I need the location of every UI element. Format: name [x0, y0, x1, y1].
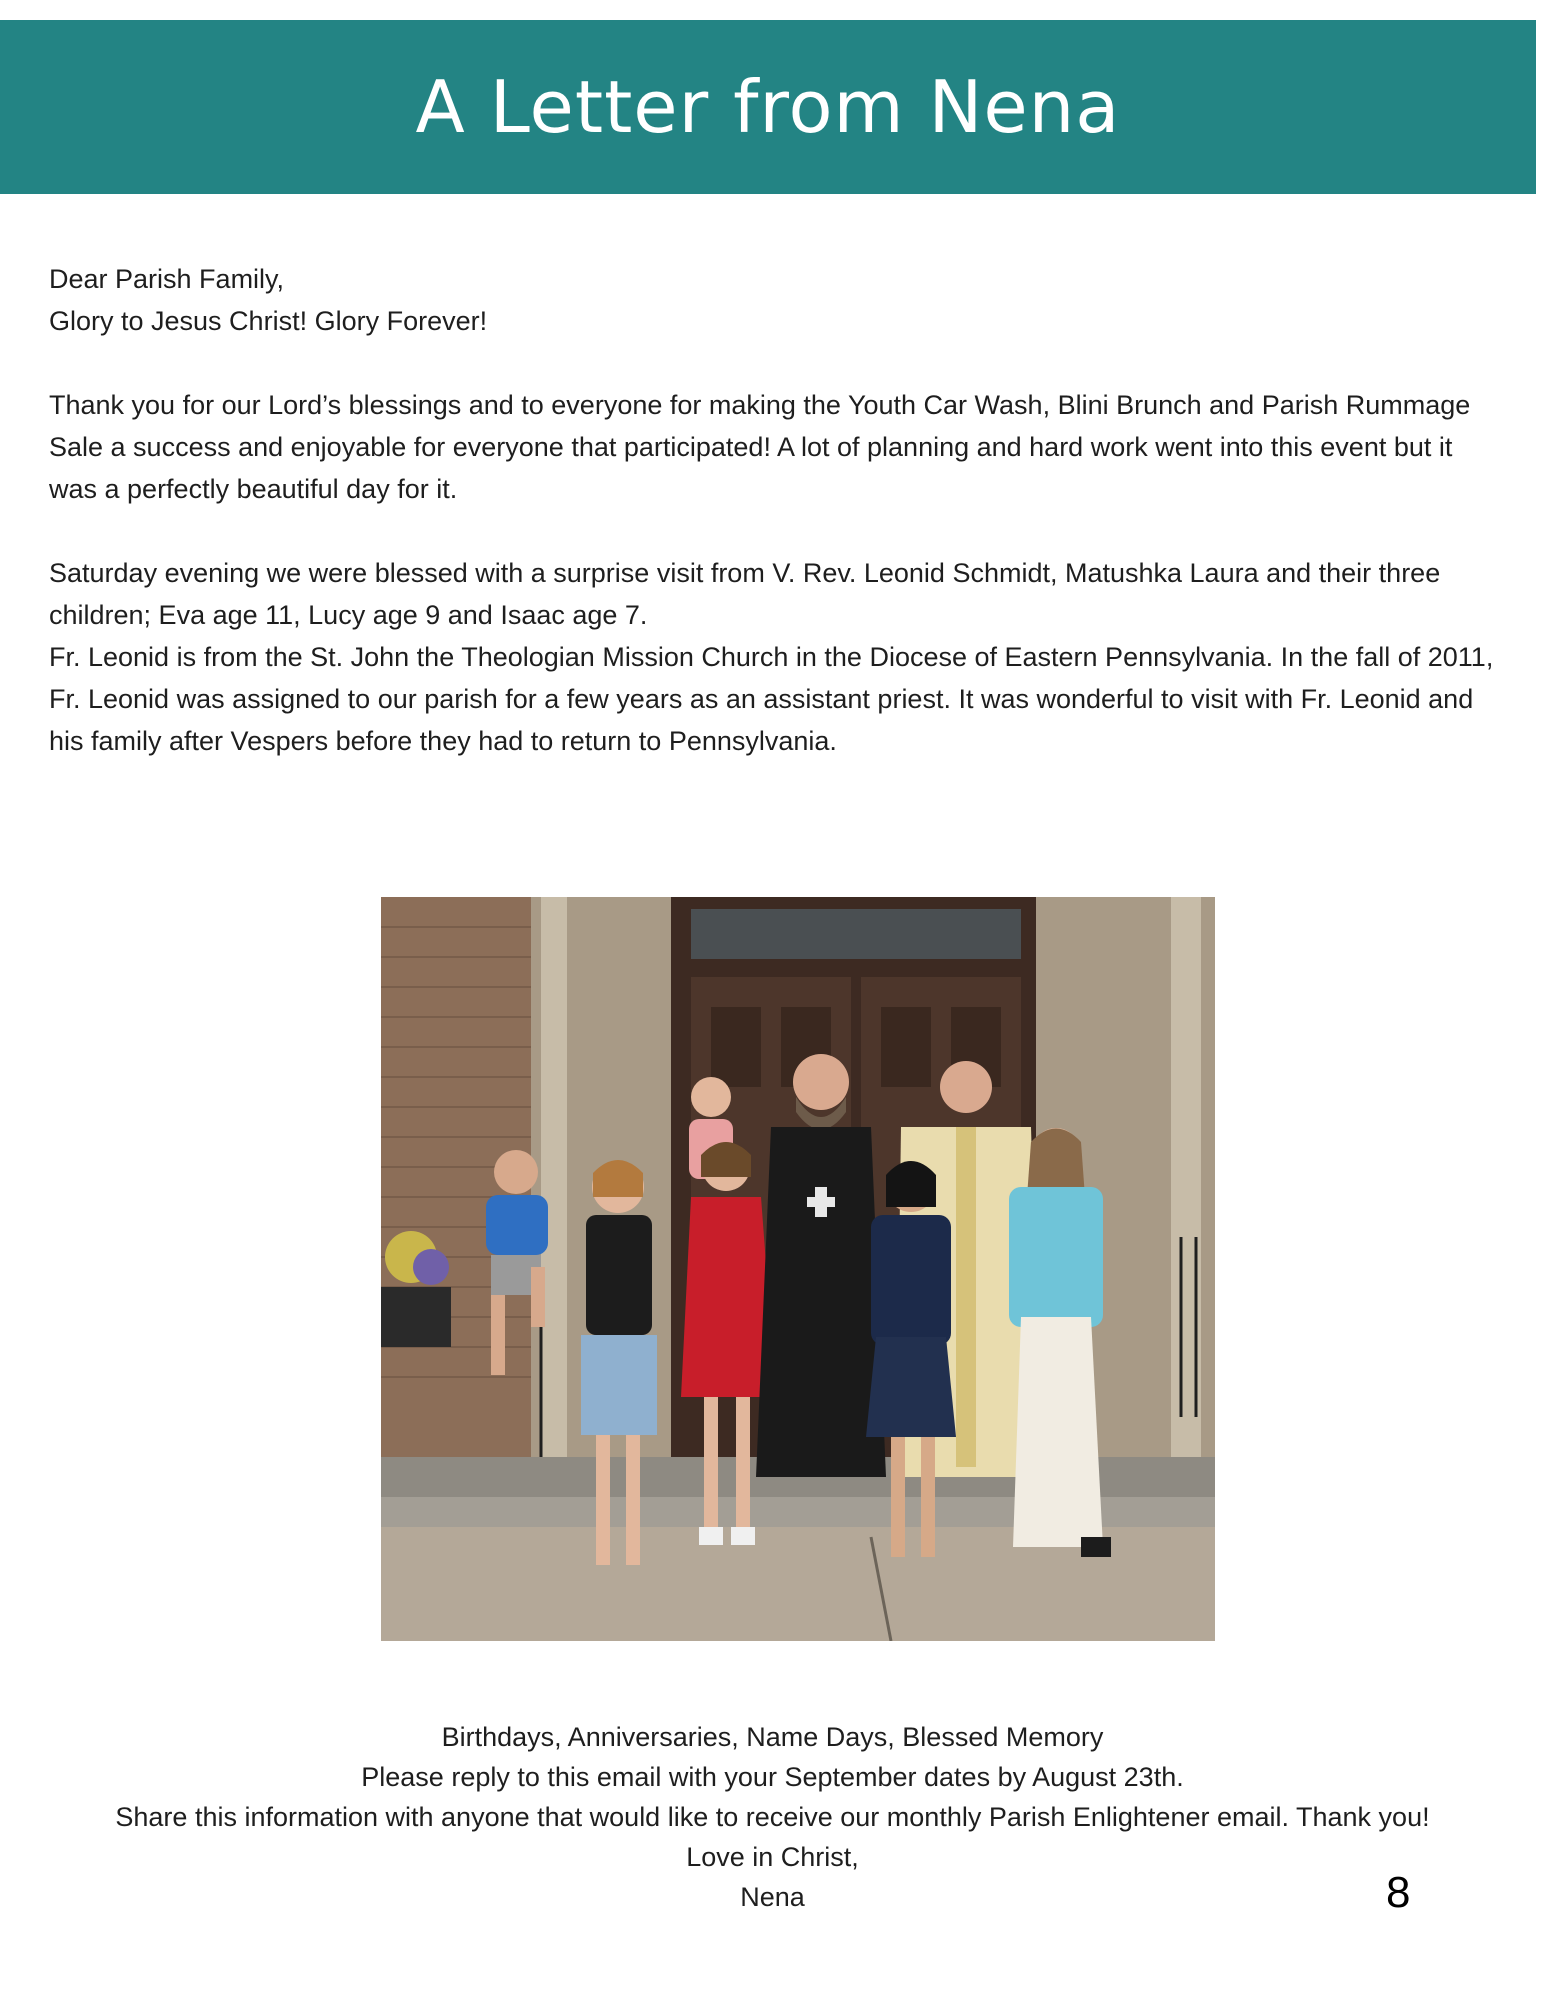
paragraph-visit: Saturday evening we were blessed with a surprise visit from V. Rev. Leonid Schmidt, Matushka Laura and their three children; Eva age 11, Lucy age 9 and Isaac age 7.	[49, 558, 1441, 630]
spacer	[49, 510, 1499, 552]
page-title: A Letter from Nena	[415, 65, 1121, 149]
page-number: 8	[1386, 1868, 1411, 1917]
paragraph-thank-you: Thank you for our Lord’s blessings and to everyone for making the Youth Car Wash, Blini Brunch and Parish Rummage Sale a success and enjoyable for everyone that participated! A lot of planning and hard work went into this event but it was a perfectly beautiful day for it.	[49, 390, 1471, 504]
paragraph-fr-leonid: Fr. Leonid is from the St. John the Theologian Mission Church in the Diocese of Eastern Pennsylvania. In the fall of 2011, Fr. Leonid was assigned to our parish for a few years as an assistant priest. It was wonderful to visit with Fr. Leonid and his family after Vespers before they had to return to Pennsylvania.	[49, 642, 1494, 756]
header-banner	[0, 20, 1536, 194]
salutation: Dear Parish Family,	[49, 264, 285, 294]
footer-notes	[0, 1717, 1545, 1917]
greeting: Glory to Jesus Christ! Glory Forever!	[49, 306, 488, 336]
letter-body	[49, 258, 1499, 762]
group-photo-illustration	[381, 897, 1215, 1641]
footer-line-3: Share this information with anyone that would like to receive our monthly Parish Enlightener email. Thank you!	[115, 1802, 1430, 1832]
footer-line-1: Birthdays, Anniversaries, Name Days, Blessed Memory	[441, 1722, 1104, 1752]
group-photo	[381, 897, 1215, 1641]
signature: Nena	[740, 1882, 805, 1912]
closing: Love in Christ,	[686, 1842, 859, 1872]
footer-line-2: Please reply to this email with your September dates by August 23th.	[361, 1762, 1184, 1792]
spacer	[49, 342, 1499, 384]
